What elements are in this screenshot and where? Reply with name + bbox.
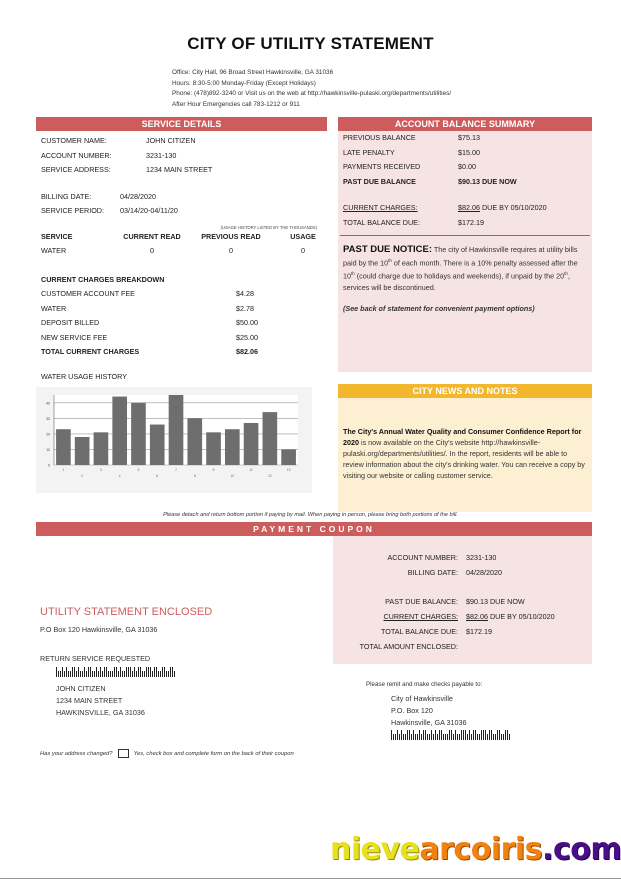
svg-text:0: 0	[48, 463, 50, 468]
coupon-account-label: ACCOUNT NUMBER:	[387, 553, 458, 562]
billing-date-value: 04/28/2020	[120, 191, 156, 201]
address-change-instruction: Yes, check box and complete form on the back of their coupon	[133, 750, 294, 757]
svg-text:3: 3	[100, 468, 102, 472]
svg-text:5: 5	[137, 468, 140, 472]
coupon-current-charges-row	[333, 609, 592, 624]
coupon-total-balance-row	[333, 624, 592, 639]
return-po-box: P.O Box 120 Hawkinsville, GA 31036	[40, 625, 158, 634]
charge-row	[36, 331, 327, 346]
charge-label: CUSTOMER ACCOUNT FEE	[41, 289, 135, 298]
office-info	[172, 68, 451, 110]
watermark-part2: arcoiris	[419, 832, 543, 867]
emergency-contact: After Hour Emergencies call 783-1212 or 911	[172, 100, 300, 108]
remit-barcode	[391, 730, 510, 740]
chart-bar	[112, 397, 127, 465]
svg-text:13: 13	[286, 468, 291, 472]
past-due-label: PAST DUE BALANCE	[343, 176, 416, 186]
coupon-total-enclosed-label: TOTAL AMOUNT ENCLOSED:	[359, 642, 458, 651]
chart-bar	[263, 412, 278, 465]
svg-text:2: 2	[81, 474, 84, 478]
svg-text:10: 10	[46, 447, 50, 452]
remit-po: P.O. Box 120	[391, 706, 433, 715]
utility-statement-enclosed: UTILITY STATEMENT ENCLOSED	[40, 606, 213, 618]
svg-text:8: 8	[193, 474, 196, 478]
customer-name-row	[36, 134, 327, 149]
coupon-billing-value: 04/28/2020	[466, 568, 502, 577]
bottom-divider	[0, 878, 621, 879]
chart-bar	[56, 429, 71, 465]
previous-read-cell: 0	[229, 246, 233, 255]
balance-summary-heading: ACCOUNT BALANCE SUMMARY	[338, 117, 592, 131]
service-address-value: 1234 MAIN STREET	[146, 165, 213, 174]
coupon-billing-row	[333, 565, 592, 580]
current-charges-label: CURRENT CHARGES:	[343, 203, 418, 212]
coupon-total-balance-value: $172.19	[466, 627, 492, 636]
service-table	[36, 230, 327, 259]
svg-text:40: 40	[46, 401, 50, 406]
charges-total-label: TOTAL CURRENT CHARGES	[41, 347, 140, 356]
city-news-heading: CITY NEWS AND NOTES	[338, 384, 592, 398]
coupon-total-enclosed-field[interactable]	[466, 639, 592, 654]
payments-received-value: $0.00	[458, 162, 476, 171]
charges-total-row	[36, 345, 327, 360]
late-penalty-row	[338, 146, 592, 161]
service-header: SERVICE	[41, 231, 73, 241]
watermark-part1: nieve	[330, 832, 420, 867]
remit-address	[391, 693, 467, 729]
account-number-value: 3231-130	[146, 150, 177, 160]
billing-date-label: BILLING DATE:	[41, 191, 92, 201]
news-body-text: is now available on the City's website http://hawkinsville-pulaski.org/departments/utilities/. In the report, residents will be able to review information about the city's drinking water. You can receive a copy by visiting our website or calling customer service.	[343, 438, 585, 480]
svg-text:6: 6	[156, 474, 159, 478]
statement-title: CITY OF UTILITY STATEMENT	[187, 34, 434, 53]
balance-summary-section	[338, 117, 592, 372]
coupon-total-balance-label: TOTAL BALANCE DUE:	[381, 627, 458, 636]
past-due-notice	[338, 236, 592, 322]
water-usage-chart	[36, 387, 312, 493]
coupon-current-charges-label: CURRENT CHARGES:	[383, 612, 458, 621]
city-news-text	[338, 398, 592, 481]
usage-bar-chart	[36, 387, 312, 493]
charges-heading-label: CURRENT CHARGES BREAKDOWN	[41, 274, 165, 284]
coupon-summary-box	[333, 536, 592, 664]
notice-sup-2: th	[351, 271, 355, 277]
charge-amount: $50.00	[236, 318, 258, 327]
payments-received-label: PAYMENTS RECEIVED	[343, 162, 421, 171]
chart-bar	[225, 429, 240, 465]
watermark-part3: .com	[542, 832, 621, 867]
charge-amount: $4.28	[236, 289, 254, 298]
watermark-logo	[330, 832, 621, 867]
return-service-requested: RETURN SERVICE REQUESTED	[40, 654, 151, 663]
city-news-section	[338, 384, 592, 512]
svg-text:12: 12	[268, 474, 272, 478]
total-balance-value: $172.19	[458, 217, 484, 227]
usage-history-heading: WATER USAGE HISTORY	[41, 371, 127, 381]
address-change-checkbox[interactable]	[118, 749, 129, 758]
service-address-row	[36, 163, 327, 178]
current-read-header: CURRENT READ	[123, 231, 181, 241]
svg-text:7: 7	[175, 468, 177, 472]
notice-text-2: of each month. There is a 10% penalty assessed after the 10	[343, 258, 578, 281]
chart-bar	[169, 395, 184, 465]
billing-date-row	[36, 190, 327, 205]
chart-bar	[187, 418, 202, 465]
late-penalty-label: LATE PENALTY	[343, 147, 395, 157]
svg-text:9: 9	[212, 468, 215, 472]
service-period-label: SERVICE PERIOD:	[41, 206, 104, 215]
address-change-row	[40, 749, 294, 758]
total-balance-label: TOTAL BALANCE DUE:	[343, 217, 420, 227]
recipient-barcode	[56, 667, 175, 677]
current-read-cell: 0	[150, 246, 154, 255]
coupon-total-enclosed-row	[333, 639, 592, 654]
previous-balance-value: $75.13	[458, 133, 480, 142]
service-name-cell: WATER	[41, 246, 67, 255]
news-bold-text: The City's Annual Water Quality and Consumer Confidence Report for 2020	[343, 427, 582, 447]
service-period-value: 03/14/20-04/11/20	[120, 206, 178, 215]
office-hours: Hours: 8:30-5:00 Monday-Friday (Except Holidays)	[172, 79, 316, 87]
coupon-past-due-value: $90.13 DUE NOW	[466, 597, 525, 606]
notice-sup-3: th	[564, 271, 568, 277]
notice-title: PAST DUE NOTICE:	[343, 244, 433, 255]
customer-name-label: CUSTOMER NAME:	[41, 136, 107, 145]
coupon-current-charges-due: DUE BY 05/10/2020	[487, 612, 555, 621]
charge-label: WATER	[41, 303, 67, 313]
current-charges-due: DUE BY 05/10/2020	[479, 203, 547, 212]
office-phone: Phone: (478)892-3240 or Visit us on the web at http://hawkinsville-pulaski.org/departments/utilities/	[172, 90, 452, 97]
charge-label: NEW SERVICE FEE	[41, 332, 108, 342]
usage-cell: 0	[301, 246, 305, 255]
recipient-city: HAWKINSVILLE, GA 31036	[56, 708, 145, 717]
recipient-name: JOHN CITIZEN	[56, 684, 106, 693]
previous-balance-row	[338, 131, 592, 146]
coupon-current-charges-amount: $82.06	[466, 612, 488, 621]
coupon-past-due-row	[333, 594, 592, 609]
current-charges-row	[338, 201, 592, 216]
payments-received-row	[338, 160, 592, 175]
svg-text:4: 4	[118, 474, 121, 478]
payment-coupon-heading: PAYMENT COUPON	[36, 522, 592, 536]
remit-label: Please remit and make checks payable to:	[366, 681, 483, 688]
charge-amount: $2.78	[236, 303, 254, 313]
charges-heading	[36, 273, 327, 288]
coupon-account-value: 3231-130	[466, 553, 497, 562]
notice-sup-1: th	[388, 258, 392, 263]
coupon-billing-label: BILLING DATE:	[407, 568, 458, 577]
remit-city: Hawkinsville, GA 31036	[391, 718, 467, 727]
usage-history-heading-row	[36, 370, 327, 385]
service-details-section	[36, 117, 327, 384]
coupon-past-due-label: PAST DUE BALANCE:	[385, 597, 458, 606]
past-due-value: $90.13 DUE NOW	[458, 176, 517, 186]
svg-text:11: 11	[249, 468, 253, 472]
payment-options-note: (See back of statement for convenient payment options)	[343, 303, 535, 313]
total-balance-row	[338, 216, 592, 231]
usage-header: USAGE	[290, 231, 316, 241]
charges-total-amount: $82.06	[236, 347, 258, 356]
chart-bar	[94, 432, 109, 465]
previous-balance-label: PREVIOUS BALANCE	[343, 133, 416, 142]
notice-text-3: (could charge due to holidays and weekends), if unpaid by the 20	[354, 271, 565, 281]
chart-bar	[206, 432, 221, 465]
svg-text:20: 20	[46, 432, 50, 437]
address-change-question: Has your address changed?	[40, 750, 113, 757]
charges-breakdown	[36, 273, 327, 360]
service-address-label: SERVICE ADDRESS:	[41, 165, 111, 174]
service-period-row	[36, 204, 327, 219]
account-number-row	[36, 149, 327, 164]
chart-bar	[281, 449, 296, 465]
past-due-row	[338, 175, 592, 190]
recipient-street: 1234 MAIN STREET	[56, 696, 123, 705]
past-due-notice-text	[343, 244, 587, 293]
recipient-address	[56, 683, 145, 719]
usage-note: (USAGE HISTORY LISTED BY THE THOUSANDS)	[220, 224, 317, 230]
charge-amount: $25.00	[236, 332, 258, 342]
service-details-heading: SERVICE DETAILS	[36, 117, 327, 131]
svg-text:30: 30	[46, 416, 50, 421]
detach-note: Please detach and return bottom portion if paying by mail. When paying in person, please bring both portions of the bill.	[163, 512, 458, 518]
customer-name-value: JOHN CITIZEN	[146, 136, 196, 145]
charge-row	[36, 287, 327, 302]
svg-text:10: 10	[230, 474, 235, 478]
chart-bar	[75, 437, 90, 465]
office-address: Office: City Hall, 96 Broad Street Hawkinsville, GA 31036	[172, 69, 334, 76]
current-charges-amount: $82.06	[458, 203, 480, 212]
notice-text-1: The city of Hawkinsville requires at utility bills paid by the 10	[343, 245, 578, 268]
charge-row	[36, 302, 327, 317]
previous-read-header: PREVIOUS READ	[201, 231, 261, 241]
chart-bar	[244, 423, 259, 465]
charge-row	[36, 316, 327, 331]
late-penalty-value: $15.00	[458, 147, 480, 157]
notice-text-4: , services will be discontinued.	[343, 271, 570, 292]
chart-bar	[131, 403, 146, 465]
svg-text:1: 1	[62, 468, 65, 472]
charge-label: DEPOSIT BILLED	[41, 318, 100, 327]
chart-bar	[150, 425, 165, 465]
coupon-account-row	[333, 550, 592, 565]
remit-name: City of Hawkinsville	[391, 694, 453, 703]
account-number-label: ACCOUNT NUMBER:	[41, 150, 112, 160]
